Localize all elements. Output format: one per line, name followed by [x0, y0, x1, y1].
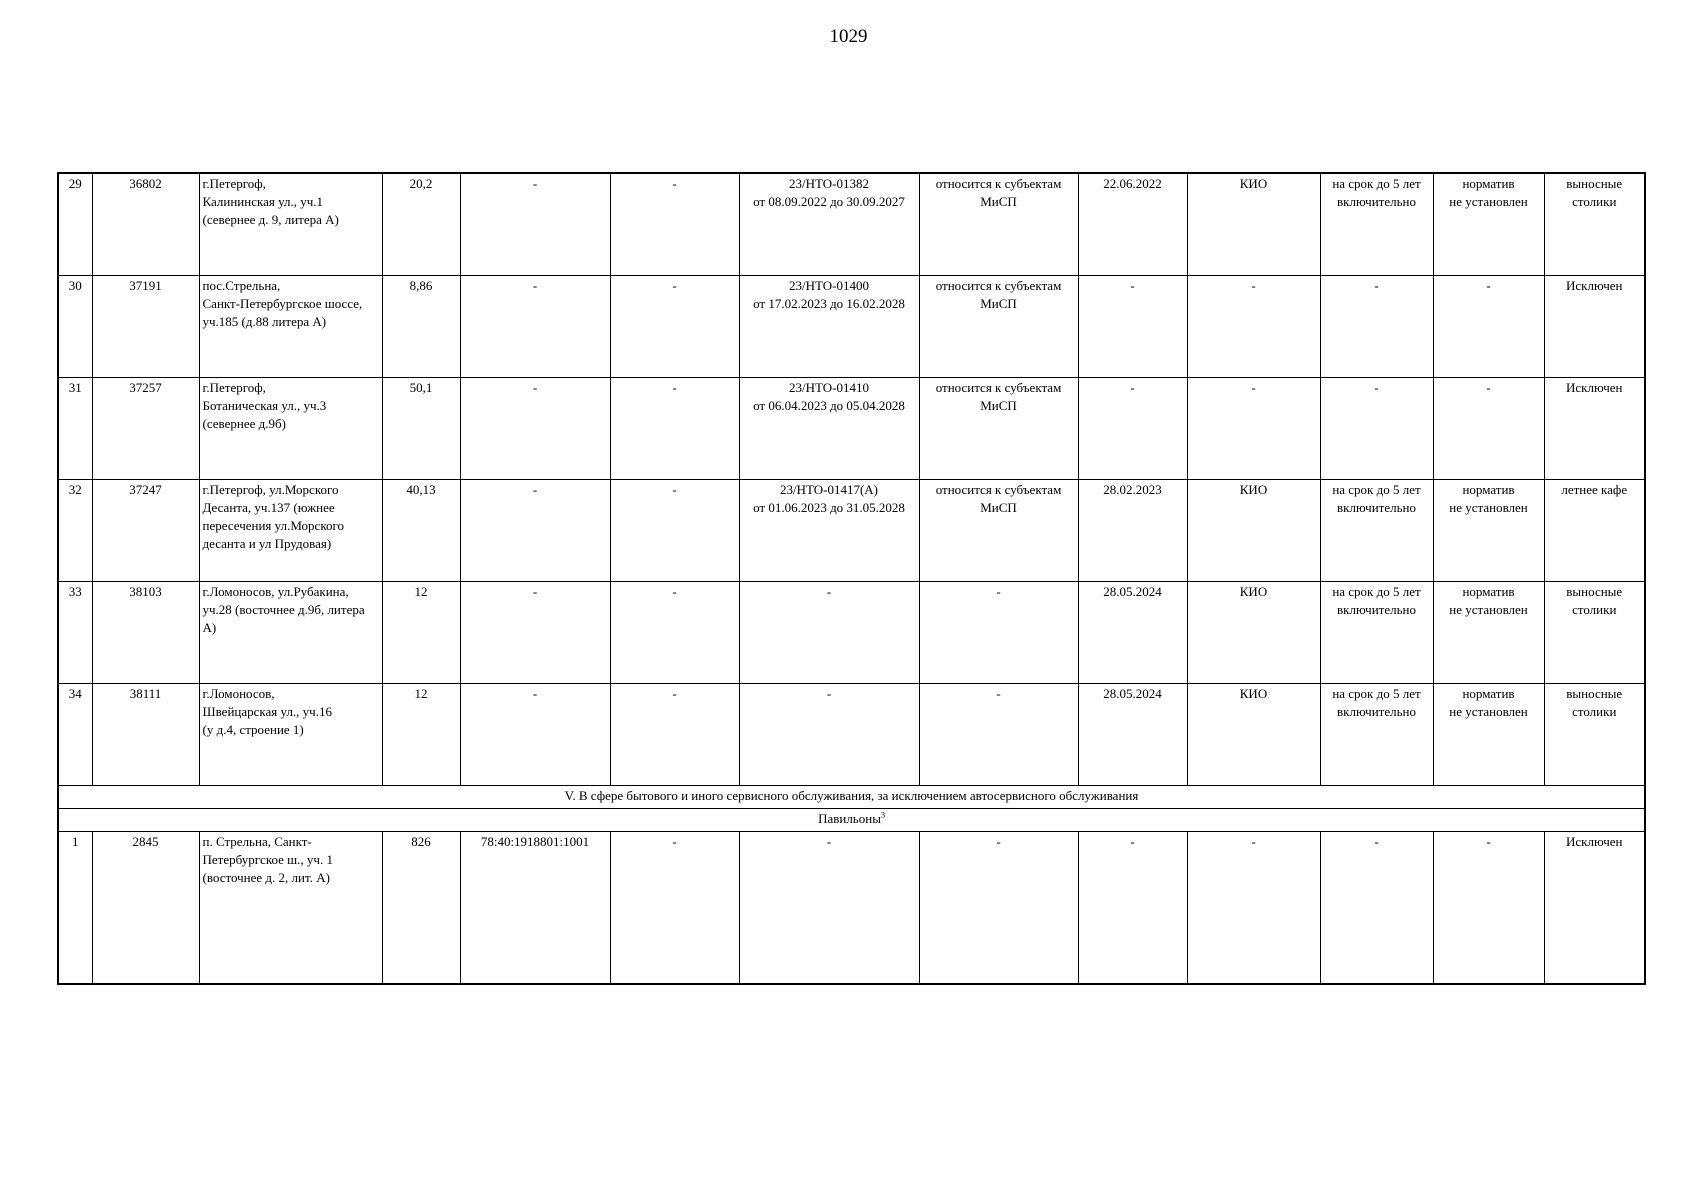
cell-address-line: Десанта, уч.137 (южнее	[202, 500, 335, 515]
cell-address-line: Ботаническая ул., уч.3	[202, 398, 327, 413]
cell-cadastral-number: -	[460, 378, 610, 480]
cell-smb-status-line: -	[996, 686, 1001, 701]
cell-object-type	[1544, 276, 1645, 378]
table-row	[58, 832, 1645, 985]
cell-object-type-line: выносные	[1566, 686, 1623, 701]
cell-date: 28.05.2024	[1078, 582, 1187, 684]
cell-cadastral-number: -	[460, 480, 610, 582]
table-row	[58, 582, 1645, 684]
cell-number: 34	[58, 684, 92, 786]
table-row	[58, 378, 1645, 480]
cell-address-line: п. Стрельна, Санкт-	[202, 834, 312, 849]
cell-area: 12	[382, 582, 460, 684]
cell-registry-id: 38111	[92, 684, 199, 786]
cell-term	[1320, 480, 1433, 582]
section-header-row	[58, 786, 1645, 809]
cell-norm-line: -	[1486, 278, 1491, 293]
cell-contract	[739, 582, 919, 684]
cell-number: 29	[58, 173, 92, 276]
cell-area: 8,86	[382, 276, 460, 378]
cell-cadastral-number: 78:40:1918801:1001	[460, 832, 610, 985]
cell-norm-line: -	[1486, 380, 1491, 395]
cell-authority: КИО	[1187, 480, 1320, 582]
cell-smb-status	[919, 173, 1078, 276]
cell-contract	[739, 684, 919, 786]
cell-cadastral-number: -	[460, 684, 610, 786]
cell-column-6: -	[610, 832, 739, 985]
cell-area: 40,13	[382, 480, 460, 582]
cell-address-line: десанта и ул Прудовая)	[202, 536, 332, 551]
cell-smb-status-line: относится к субъектам	[935, 380, 1062, 395]
cell-contract	[739, 173, 919, 276]
cell-address-line: Швейцарская ул., уч.16	[202, 704, 332, 719]
cell-contract-line: от 08.09.2022 до 30.09.2027	[753, 194, 905, 209]
cell-smb-status-line: МиСП	[980, 296, 1017, 311]
cell-contract	[739, 378, 919, 480]
cell-contract	[739, 480, 919, 582]
cell-contract	[739, 832, 919, 985]
cell-date: 28.05.2024	[1078, 684, 1187, 786]
cell-smb-status-line: -	[996, 584, 1001, 599]
cell-number: 31	[58, 378, 92, 480]
cell-column-6: -	[610, 684, 739, 786]
cell-term-line: включительно	[1337, 704, 1416, 719]
cell-authority: -	[1187, 832, 1320, 985]
cell-area: 12	[382, 684, 460, 786]
cell-smb-status-line: относится к субъектам	[935, 482, 1062, 497]
cell-area: 20,2	[382, 173, 460, 276]
cell-registry-id: 37257	[92, 378, 199, 480]
cell-address-line: Калининская ул., уч.1	[202, 194, 324, 209]
cell-norm-line: норматив	[1462, 176, 1515, 191]
cell-norm	[1433, 378, 1544, 480]
cell-address-line: (севернее д.9б)	[202, 416, 286, 431]
cell-term	[1320, 276, 1433, 378]
section-title: V. В сфере бытового и иного сервисного обслуживания, за исключением автосервисного обслуживания	[58, 786, 1645, 809]
cell-object-type	[1544, 582, 1645, 684]
cell-smb-status-line: относится к субъектам	[935, 176, 1062, 191]
cell-address-line: пересечения ул.Морского	[202, 518, 344, 533]
cell-smb-status-line: относится к субъектам	[935, 278, 1062, 293]
cell-object-type-line: летнее кафе	[1561, 482, 1628, 497]
cell-norm-line: не установлен	[1449, 602, 1528, 617]
cell-address-line: г.Ломоносов, ул.Рубакина,	[202, 584, 349, 599]
cell-term	[1320, 173, 1433, 276]
cell-term-line: на срок до 5 лет	[1332, 584, 1421, 599]
cell-smb-status	[919, 378, 1078, 480]
cell-column-6: -	[610, 173, 739, 276]
cell-area: 826	[382, 832, 460, 985]
cell-norm-line: норматив	[1462, 686, 1515, 701]
subsection-header-row	[58, 809, 1645, 832]
cell-norm	[1433, 276, 1544, 378]
cell-norm-line: не установлен	[1449, 704, 1528, 719]
cell-term-line: на срок до 5 лет	[1332, 176, 1421, 191]
cell-address	[199, 582, 382, 684]
cell-norm-line: не установлен	[1449, 194, 1528, 209]
cell-object-type	[1544, 684, 1645, 786]
cell-norm-line: не установлен	[1449, 500, 1528, 515]
cell-date: -	[1078, 276, 1187, 378]
cell-address	[199, 832, 382, 985]
cell-address-line: (у д.4, строение 1)	[202, 722, 304, 737]
cell-smb-status	[919, 582, 1078, 684]
cell-column-6: -	[610, 582, 739, 684]
cell-contract-line: от 01.06.2023 до 31.05.2028	[753, 500, 905, 515]
cell-object-type-line: столики	[1572, 194, 1617, 209]
cell-address-line: г.Петергоф, ул.Морского	[202, 482, 339, 497]
cell-address-line: г.Петергоф,	[202, 380, 266, 395]
cell-object-type-line: выносные	[1566, 176, 1623, 191]
cell-contract-line: 23/НТО-01400	[789, 278, 869, 293]
cell-smb-status-line: МиСП	[980, 500, 1017, 515]
cell-address-line: Санкт-Петербургское шоссе,	[202, 296, 363, 311]
cell-date: 28.02.2023	[1078, 480, 1187, 582]
cell-column-6: -	[610, 378, 739, 480]
cell-date: -	[1078, 378, 1187, 480]
table-row	[58, 684, 1645, 786]
cell-object-type-line: Исключен	[1566, 278, 1623, 293]
cell-address	[199, 684, 382, 786]
cell-registry-id: 37191	[92, 276, 199, 378]
cell-object-type-line: столики	[1572, 704, 1617, 719]
cell-number: 30	[58, 276, 92, 378]
cell-date: -	[1078, 832, 1187, 985]
cell-smb-status	[919, 276, 1078, 378]
cell-term-line: включительно	[1337, 500, 1416, 515]
cell-address-line: (восточнее д. 2, лит. А)	[202, 870, 330, 885]
cell-norm	[1433, 173, 1544, 276]
cell-object-type	[1544, 378, 1645, 480]
cell-smb-status	[919, 480, 1078, 582]
cell-area: 50,1	[382, 378, 460, 480]
cell-registry-id: 36802	[92, 173, 199, 276]
cell-cadastral-number: -	[460, 582, 610, 684]
cell-number: 33	[58, 582, 92, 684]
cell-authority: КИО	[1187, 582, 1320, 684]
cell-norm-line: -	[1486, 834, 1491, 849]
cell-contract-line: -	[826, 584, 832, 599]
cell-column-6: -	[610, 480, 739, 582]
cell-smb-status-line: -	[996, 834, 1001, 849]
cell-term	[1320, 684, 1433, 786]
cell-authority: -	[1187, 276, 1320, 378]
registry-table	[57, 172, 1646, 985]
cell-term-line: -	[1374, 834, 1379, 849]
cell-address	[199, 378, 382, 480]
footnote-marker: 3	[880, 810, 885, 820]
page-number: 1029	[829, 26, 868, 47]
cell-number: 32	[58, 480, 92, 582]
table-row	[58, 276, 1645, 378]
cell-registry-id: 37247	[92, 480, 199, 582]
cell-contract-line: 23/НТО-01417(А)	[779, 482, 879, 497]
cell-norm	[1433, 480, 1544, 582]
cell-object-type-line: Исключен	[1566, 834, 1623, 849]
cell-contract-line: 23/НТО-01410	[789, 380, 869, 395]
cell-address	[199, 173, 382, 276]
cell-smb-status	[919, 832, 1078, 985]
cell-smb-status-line: МиСП	[980, 194, 1017, 209]
cell-smb-status-line: МиСП	[980, 398, 1017, 413]
cell-object-type	[1544, 173, 1645, 276]
cell-cadastral-number: -	[460, 173, 610, 276]
cell-address-line: Петербургское ш., уч. 1	[202, 852, 333, 867]
cell-object-type	[1544, 832, 1645, 985]
cell-term	[1320, 832, 1433, 985]
cell-norm	[1433, 832, 1544, 985]
cell-term-line: включительно	[1337, 602, 1416, 617]
cell-contract-line: -	[826, 834, 832, 849]
cell-object-type-line: выносные	[1566, 584, 1623, 599]
cell-term	[1320, 582, 1433, 684]
cell-cadastral-number: -	[460, 276, 610, 378]
cell-term-line: включительно	[1337, 194, 1416, 209]
cell-address-line: А)	[202, 620, 217, 635]
cell-column-6: -	[610, 276, 739, 378]
cell-address-line: г.Ломоносов,	[202, 686, 275, 701]
cell-smb-status	[919, 684, 1078, 786]
cell-term-line: -	[1374, 380, 1379, 395]
cell-address	[199, 480, 382, 582]
cell-term-line: -	[1374, 278, 1379, 293]
subsection-title	[58, 809, 1645, 832]
cell-number: 1	[58, 832, 92, 985]
cell-contract-line: от 06.04.2023 до 05.04.2028	[753, 398, 905, 413]
cell-address-line: уч.28 (восточнее д.9б, литера	[202, 602, 365, 617]
cell-authority: КИО	[1187, 173, 1320, 276]
cell-norm-line: норматив	[1462, 482, 1515, 497]
cell-date: 22.06.2022	[1078, 173, 1187, 276]
cell-object-type	[1544, 480, 1645, 582]
cell-term-line: на срок до 5 лет	[1332, 482, 1421, 497]
cell-registry-id: 38103	[92, 582, 199, 684]
cell-address-line: (севернее д. 9, литера А)	[202, 212, 339, 227]
cell-object-type-line: Исключен	[1566, 380, 1623, 395]
cell-authority: КИО	[1187, 684, 1320, 786]
cell-registry-id: 2845	[92, 832, 199, 985]
cell-norm-line: норматив	[1462, 584, 1515, 599]
cell-term	[1320, 378, 1433, 480]
table-row	[58, 480, 1645, 582]
cell-authority: -	[1187, 378, 1320, 480]
cell-object-type-line: столики	[1572, 602, 1617, 617]
cell-address	[199, 276, 382, 378]
subsection-title-text: Павильоны	[818, 811, 881, 826]
cell-contract-line: -	[826, 686, 832, 701]
cell-address-line: пос.Стрельна,	[202, 278, 281, 293]
cell-contract-line: от 17.02.2023 до 16.02.2028	[753, 296, 905, 311]
cell-address-line: г.Петергоф,	[202, 176, 266, 191]
cell-contract	[739, 276, 919, 378]
cell-address-line: уч.185 (д.88 литера А)	[202, 314, 327, 329]
cell-norm	[1433, 684, 1544, 786]
table-row	[58, 173, 1645, 276]
cell-norm	[1433, 582, 1544, 684]
cell-term-line: на срок до 5 лет	[1332, 686, 1421, 701]
cell-contract-line: 23/НТО-01382	[789, 176, 869, 191]
